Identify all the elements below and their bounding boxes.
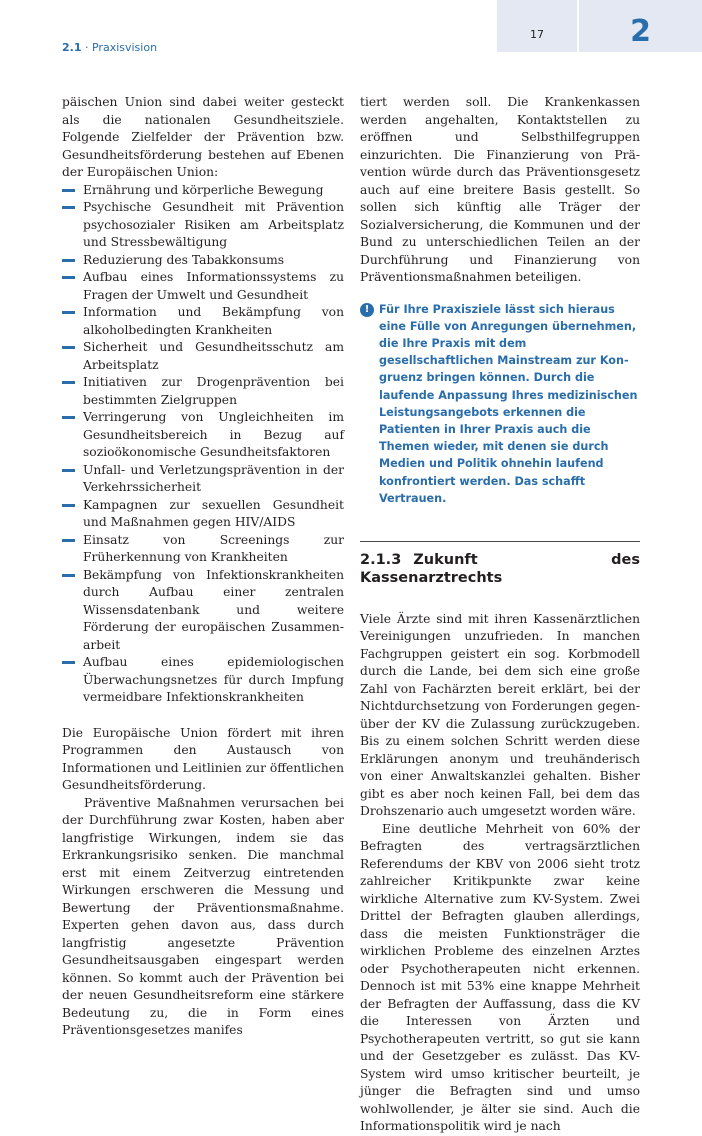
list-item: Bekämpfung von Infektionskrankheiten durch Aufbau einer zentralen Wissensdatenbank und weitere Förderung der europäischen Zusammenarbeit [62,567,344,655]
intro-paragraph: päischen Union sind dabei weiter gesteckt als die nationalen Gesundheitsziele. Folgende Zielfelder der Prävention bzw. Gesundheitsförderung bestehen auf Ebenen der Europäischen Union: [62,95,344,179]
body-paragraph: tiert werden soll. Die Krankenkassen werden angehalten, Kontaktstellen zu eröffnen und Selbsthilfegruppen einzurichten. Die Finanzierung von Prävention würde durch das Präventionsgesetz auch auf eine breitere Basis gestellt. So sollen sich künftig alle Träger der Sozialversicherung, die Kommunen und der Bund zu unterschiedlichen Teilen an der Durchführung und Finanzierung von Präventionsmaßnahmen beteiligen. [360,95,640,284]
running-head-section-number: 2.1 [62,41,82,54]
body-paragraph: Die Europäische Union fördert mit ihren Programmen den Austausch von Informationen und Leitlinien zur öffentlichen Gesundheitsförderung. [62,725,344,792]
section-divider [360,541,640,542]
body-paragraph: Eine deutliche Mehrheit von 60% der Befragten des vertragsärztlichen Referendums der KBV von 2006 sieht trotz zahlreicher Kritikpunkte zwar keine wirkliche Alternative zum KV-System. Zwei Drittel der Befragten glauben allerdings, dass die meisten Funktionsträger die wirklichen Probleme des einzelnen Arztes oder Psychotherapeuten nicht erkennen. Dennoch ist mit 53% eine knappe Mehrheit der Befragten der Auffassung, dass die KV die Interessen von Ärzten und Psychotherapeuten vertritt, so gut sie kann und der Gesetzgeber es zulässt. Das KV-System wird umso kritischer beurteilt, je jünger die Befragten sind und umso wohlwollender, je älter sie sind. Auch die Informationspolitik wird je nach [360,821,640,1134]
list-item: Reduzierung des Tabakkonsums [62,252,344,270]
list-item: Initiativen zur Drogenprävention bei bestimmten Zielgruppen [62,374,344,409]
list-item: Information und Bekämpfung von alkoholbedingten Krankheiten [62,304,344,339]
list-item: Einsatz von Screenings zur Früherkennung von Krankheiten [62,532,344,567]
spacer [62,707,344,725]
list-item: Unfall- und Verletzungsprävention in der Verkehrssicherheit [62,462,344,497]
page-number: 17 [497,0,577,52]
list-item: Kampagnen zur sexuellen Gesundheit und Maßnahmen gegen HIV/AIDS [62,497,344,532]
list-item: Ernährung und körperliche Bewegung [62,182,344,200]
chapter-number: 2 [579,0,702,52]
list-item: Aufbau eines epidemiologischen Überwachungsnetzes für durch Impfung vermeidbare Infektionskrankheiten [62,654,344,707]
body-paragraph: Präventive Maßnahmen verursachen bei der Durchführung zwar Kosten, haben aber langfristige Wirkungen, indem sie das Erkrankungsrisiko senken. Die manchmal erst mit einem Zeitverzug eintretenden Wirkungen erschweren die Messung und Bewertung der Präventionsmaßnahme. Experten gehen davon aus, dass durch langfristig angesetzte Prävention Gesundheitsausgaben eingespart werden können. So kommt auch der Prävention bei der neuen Gesundheitsreform eine stärkere Bedeutung zu, die in Form eines Präventionsgesetzes manifes [62,795,344,1037]
body-paragraph: Viele Ärzte sind mit ihren Kassenärztlichen Vereinigungen unzufrieden. In manchen Fachgruppen geistert ein sog. Korbmodell durch die Lande, bei dem sich eine große Zahl von Fachärzten bereit erklärt, bei der Nichtdurchsetzung von Forderungen gegenüber der KV die Zulassung zurückzugeben. Bis zu einem solchen Schritt werden diese Erklärungen anonym und treuhänderisch von einer Anwaltskanzlei gehalten. Bisher gibt es aber noch keinen Fall, bei dem das Drohszenario auch umgesetzt worden wäre. [360,611,640,819]
note-text: Für Ihre Praxisziele lässt sich hieraus eine Fülle von Anregungen übernehmen, die Ihre Praxis mit dem gesellschaftlichen Mainstream zur Kongruenz bringen können. Durch die laufende Anpassung Ihres medizinischen Leistungsangebots erkennen die Patienten in Ihrer Praxis auch die Themen wieder, mit denen sie durch Medien und Politik ohnehin laufend konfrontiert werden. Das schafft Vertrauen. [379,302,638,505]
list-item: Verringerung von Ungleichheiten im Gesundheitsbereich in Bezug auf sozioökonomische Gesundheitsfaktoren [62,409,344,462]
exclamation-icon: ! [360,303,374,317]
running-head-section-title: · Praxisvision [81,41,158,54]
list-item: Sicherheit und Gesundheitsschutz am Arbeitsplatz [62,339,344,374]
list-item: Aufbau eines Informationssystems zu Fragen der Umwelt und Gesundheit [62,269,344,304]
eu-prevention-goals-list [62,182,344,707]
subsection-title: Zukunft des Kassenarztrechts [360,551,640,586]
list-item: Psychische Gesundheit mit Prävention psychosozialer Risiken am Arbeitsplatz und Stressbewältigung [62,199,344,252]
practice-tip-note [360,301,640,507]
page-header [0,0,702,60]
subsection-number: 2.1.3 [360,551,402,568]
subsection-heading [360,551,640,587]
left-column [62,94,344,1040]
running-head [62,41,157,54]
right-column [360,94,640,1136]
